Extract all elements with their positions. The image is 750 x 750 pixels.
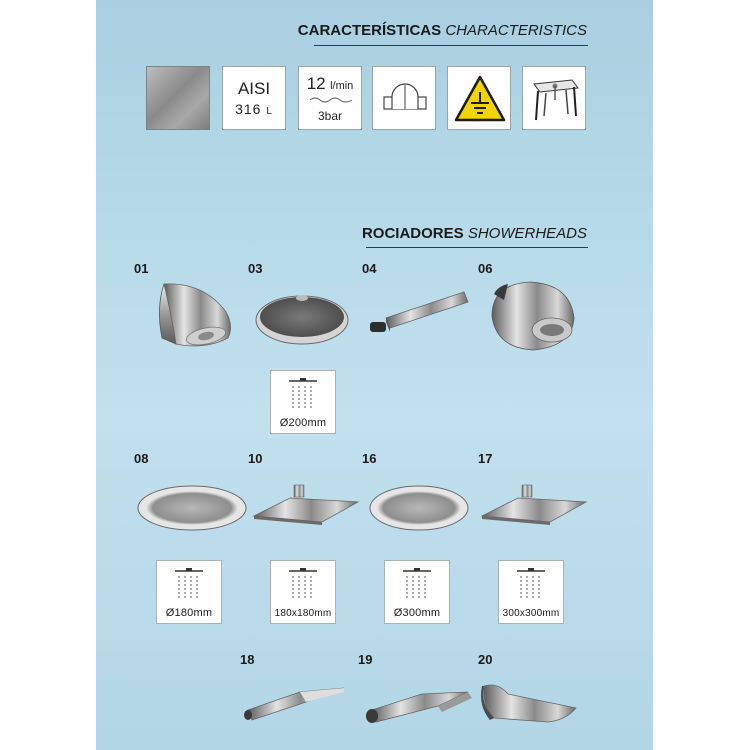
spray-diagram-icon [169,567,209,601]
showerheads-title-es: ROCIADORES [361,225,464,242]
showerhead-01-image [154,278,236,348]
dimension-card-10 [270,560,336,624]
dimension-label-08: Ø180mm [165,607,213,619]
showerhead-20-image [478,678,582,728]
showerhead-10-image [250,482,360,526]
flow-rate-value [299,74,361,94]
aisi-grade [223,101,285,117]
item-number-16: 16 [362,451,377,466]
characteristics-title-es: CARACTERÍSTICAS [297,22,442,39]
aisi-316l-badge [222,66,286,130]
item-number-08: 08 [134,451,149,466]
showerheads-heading [362,225,587,242]
flow-rate-badge [298,66,362,130]
showerhead-06-image [484,276,580,354]
dimension-label-10: 180x180mm [274,608,332,619]
showerheads-underline [366,247,588,248]
vandal-resistant-badge [372,66,436,130]
item-number-20: 20 [478,652,493,667]
earth-ground-warning-icon [453,74,507,124]
item-number-17: 17 [478,451,493,466]
item-number-01: 01 [134,261,149,276]
flow-number: 12 [306,74,326,93]
aisi-grade-number: 316 [235,101,262,117]
item-number-03: 03 [248,261,263,276]
flow-unit: l/min [330,80,354,92]
dimension-label-17: 300x300mm [502,608,560,619]
dimension-card-17 [498,560,564,624]
pressure-value: 3bar [317,109,343,123]
aisi-grade-suffix: L [266,106,273,117]
dimension-card-16 [384,560,450,624]
item-number-19: 19 [358,652,373,667]
stainless-steel-swatch [146,66,210,130]
water-wave-icon [309,95,353,105]
showerhead-19-image [362,680,474,730]
item-number-10: 10 [248,451,263,466]
aisi-label: AISI [237,79,271,98]
showerhead-04-image [366,284,472,340]
spray-diagram-icon [283,377,323,411]
vandal-resistant-dome-icon [383,83,427,117]
dimension-card-08 [156,560,222,624]
showerheads-title-en: SHOWERHEADS [467,225,587,242]
item-number-06: 06 [478,261,493,276]
dimension-label-16: Ø300mm [393,607,441,619]
dimension-card-03 [270,370,336,434]
showerhead-08-image [136,482,248,532]
grounding-badge [447,66,511,130]
spray-diagram-icon [511,567,551,601]
showerhead-17-image [478,482,588,526]
showerhead-03-image [254,290,350,348]
characteristics-underline [314,45,588,46]
characteristics-heading [298,22,587,39]
spray-diagram-icon [397,567,437,601]
characteristics-title-en: CHARACTERISTICS [445,22,587,39]
ceiling-mount-badge [522,66,586,130]
showerhead-16-image [368,482,470,532]
spray-diagram-icon [283,567,323,601]
showerhead-18-image [240,680,346,724]
ceiling-mount-icon [528,72,582,126]
catalog-page [96,0,653,750]
item-number-18: 18 [240,652,255,667]
dimension-label-03: Ø200mm [279,417,327,429]
item-number-04: 04 [362,261,377,276]
